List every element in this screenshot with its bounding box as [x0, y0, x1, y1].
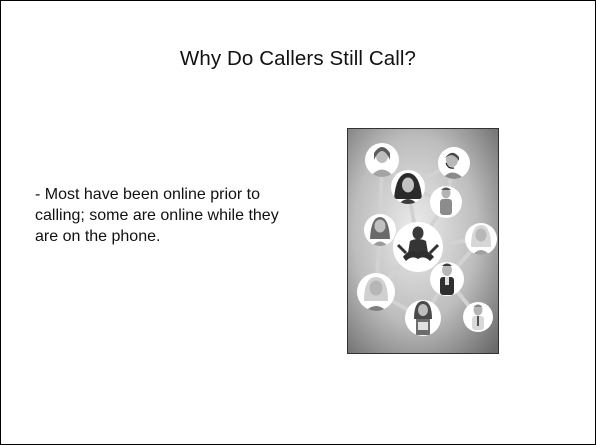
person-bubble — [463, 302, 493, 332]
person-bubble — [438, 147, 470, 179]
person-bubble — [393, 222, 443, 272]
person-bubble — [405, 300, 441, 336]
slide-title: Why Do Callers Still Call? — [179, 47, 417, 70]
network-people-illustration — [347, 128, 499, 354]
person-bubble — [430, 262, 464, 296]
bullet-text: - Most have been online prior to calling; some are online while they are on the phone. — [35, 186, 279, 245]
network-people-svg — [348, 129, 498, 353]
person-bubble — [430, 186, 462, 218]
person-bubble — [365, 143, 399, 177]
